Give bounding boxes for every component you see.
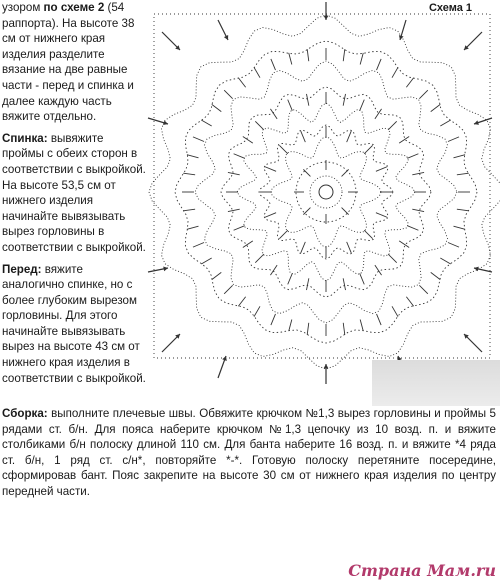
text-span: (54 раппорта). На высоте 38 см от нижнего края изделия разделите вязание на две равные части - перед и спинка и далее каждую часть вяжите отдельно. (2, 1, 135, 124)
stitch-mark (301, 131, 306, 142)
section-heading-front: Перед: (2, 262, 42, 276)
section-heading-assembly: Сборка: (2, 407, 48, 420)
scheme-reference: по схеме 2 (43, 1, 105, 14)
text-span: узором (2, 1, 44, 14)
crochet-chart-svg (144, 0, 500, 386)
stitch-mark (187, 226, 199, 229)
assembly-paragraph (2, 406, 496, 500)
stitch-mark (201, 258, 211, 264)
stitch-mark (279, 230, 287, 238)
stitch-mark (343, 49, 345, 61)
stitch-mark (193, 137, 204, 142)
stitch-mark (212, 272, 222, 279)
stitch-mark (376, 167, 387, 172)
stitch-mark (234, 226, 245, 231)
stitch-mark (183, 173, 195, 175)
stitch-mark (343, 94, 345, 106)
stitch-ring (175, 41, 477, 343)
stitch-mark (303, 208, 310, 215)
stitch-mark (342, 208, 349, 215)
stitch-mark (412, 172, 424, 174)
stitch-mark (224, 90, 232, 98)
stitch-mark (454, 226, 466, 229)
stitch-ring (221, 87, 431, 297)
stitch-mark (406, 78, 413, 88)
stitch-mark (406, 297, 413, 307)
stitch-mark (412, 209, 424, 211)
stitch-mark (392, 306, 398, 316)
stitch-mark (270, 109, 277, 119)
stitch-mark (265, 167, 276, 172)
stitch-mark (360, 53, 363, 65)
stitch-mark (388, 121, 396, 129)
stitch-mark (392, 67, 398, 77)
stitch-ring (310, 176, 342, 208)
stitch-mark (431, 104, 441, 111)
stitch-mark (238, 78, 245, 88)
stitch-mark (307, 323, 309, 335)
stitch-mark (377, 314, 382, 325)
stitch-mark (343, 278, 345, 290)
stitch-mark (407, 154, 418, 159)
stitch-mark (254, 67, 260, 77)
stitch-mark (448, 137, 459, 142)
center-ring (319, 185, 333, 199)
stitch-mark (376, 213, 387, 218)
front-paragraph (2, 262, 148, 387)
stitch-mark (234, 154, 245, 159)
stitch-mark (419, 285, 427, 293)
stitch-mark (440, 258, 450, 264)
stitch-mark (440, 120, 450, 126)
watermark-text: Мам (427, 561, 471, 580)
stitch-mark (271, 59, 276, 70)
stitch-mark (255, 121, 263, 129)
stitch-mark (457, 173, 469, 175)
diagram-title: Схема 1 (428, 2, 472, 14)
stitch-mark (375, 265, 382, 275)
arrow-head (324, 16, 329, 20)
stitch-mark (360, 273, 365, 284)
pattern-paragraph (2, 0, 148, 125)
stitch-mark (254, 306, 260, 316)
stitch-mark (431, 272, 441, 279)
site-watermark (348, 561, 496, 580)
stitch-mark (270, 265, 277, 275)
stitch-mark (212, 104, 222, 111)
back-paragraph (2, 131, 148, 256)
stitch-mark (306, 94, 308, 106)
stitch-mark (301, 242, 306, 253)
stitch-mark (360, 100, 365, 111)
text-span: вяжите аналогично спинке, но с более глубоким вырезом горловины. Для этого начинайте вывязывать вырез на высоте 43 см от нижнего края изделия в соответствии с выкройкой. (2, 262, 146, 385)
instructions-column (2, 0, 148, 392)
stitch-mark (187, 155, 199, 158)
assembly-section (2, 406, 496, 500)
stitch-ring (149, 15, 500, 369)
stitch-mark (289, 53, 292, 65)
stitch-mark (193, 243, 204, 248)
watermark-text: Страна (348, 561, 422, 580)
stitch-mark (364, 230, 372, 238)
stitch-mark (288, 273, 293, 284)
stitch-mark (343, 323, 345, 335)
crochet-diagram (144, 0, 500, 386)
text-span: вывяжите проймы с обеих сторон в соответствии с выкройкой. На высоте 53,5 см от нижнего изделия начинайте вывязывать вырез горловины в соответствии с выкройкой. (2, 131, 146, 254)
stitch-mark (454, 155, 466, 158)
stitch-mark (364, 145, 372, 153)
stitch-mark (306, 278, 308, 290)
stitch-mark (228, 172, 240, 174)
stitch-mark (255, 254, 263, 262)
stitch-mark (419, 90, 427, 98)
section-heading-back: Спинка: (2, 131, 48, 145)
stitch-mark (243, 136, 253, 143)
stitch-mark (457, 209, 469, 211)
stitch-mark (183, 209, 195, 211)
watermark-domain: .ru (470, 561, 496, 580)
stitch-mark (265, 213, 276, 218)
stitch-mark (407, 226, 418, 231)
stitch-mark (279, 145, 287, 153)
arrow-head (163, 267, 168, 272)
stitch-mark (238, 297, 245, 307)
grey-panel (372, 360, 500, 406)
stitch-mark (288, 100, 293, 111)
stitch-ring (259, 125, 393, 259)
stitch-mark (228, 209, 240, 211)
arrow-head (324, 364, 329, 368)
stitch-mark (388, 254, 396, 262)
stitch-mark (347, 131, 352, 142)
stitch-mark (377, 59, 382, 70)
stitch-mark (307, 49, 309, 61)
text-span: выполните плечевые швы. Обвяжите крючком №1,3 вырез горловины и проймы 5 рядами ст. б/н. Для пояса наберите крючком №1,3 цепочку из 10 возд. п. и вяжите столбиками б/н полоску длиной 110 см. Для банта наберите 16 возд. п. и вяжите *4 ряда ст. б/н, 1 ряд ст. с/н*, повторяйте *-*. Готовую полоску перетяните посередине, сформировав бант. Пояс закрепите на высоте 30 см от нижнего края изделия по центру передней части. (2, 407, 496, 498)
stitch-mark (303, 169, 310, 176)
stitch-mark (360, 320, 363, 332)
stitch-mark (342, 169, 349, 176)
stitch-mark (448, 243, 459, 248)
stitch-mark (289, 320, 292, 332)
stitch-mark (271, 314, 276, 325)
stitch-mark (347, 242, 352, 253)
stitch-mark (224, 285, 232, 293)
stitch-mark (201, 120, 211, 126)
